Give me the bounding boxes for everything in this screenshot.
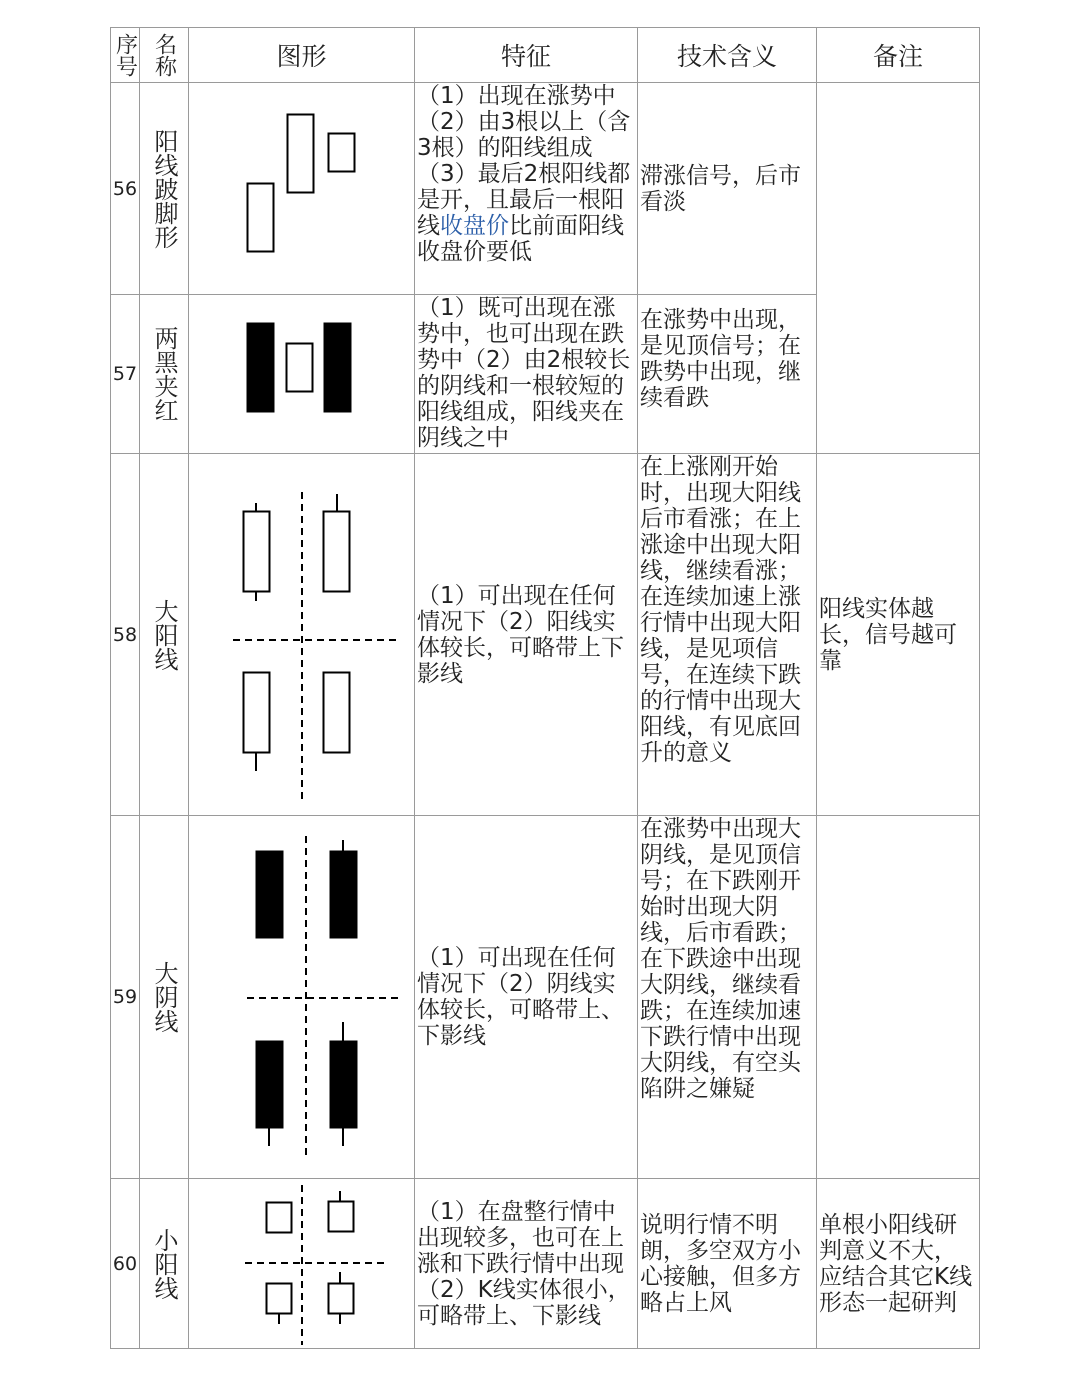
row-index: 59 xyxy=(112,986,138,1008)
yang-candle xyxy=(287,344,313,392)
header-note: 备注 xyxy=(872,42,923,71)
pattern-figure-58 xyxy=(189,454,414,815)
feature-text: （1）出现在涨势中（2）由3根以上（含3根）的阳线组成（3）最后2根阳线都是开，且最后一根阳线收盘价比前面阳线收盘价要低 xyxy=(417,83,631,265)
pattern-figure-56 xyxy=(189,83,414,294)
yang-candle xyxy=(288,115,314,193)
yang-candle xyxy=(267,1284,292,1314)
yin-candle xyxy=(325,324,351,412)
pattern-figure-59 xyxy=(189,816,414,1178)
note-text: 阳线实体越长，信号越可靠 xyxy=(819,595,957,674)
meaning-text: 在涨势中出现大阴线，是见顶信号；在下跌刚开始时出现大阴线，后市看跌；在下跌途中出现大阴线，继续看跌；在连续加速下跌行情中出现大阴线，有空头陷阱之嫌疑 xyxy=(640,816,801,1102)
row-index: 60 xyxy=(112,1252,138,1275)
yang-candle xyxy=(329,1284,354,1314)
pattern-name: 大阳线 xyxy=(150,598,178,671)
yin-candle xyxy=(248,324,274,412)
header-name: 名称 xyxy=(151,33,177,77)
row-index: 56 xyxy=(112,177,138,200)
pattern-figure-57 xyxy=(189,295,414,453)
closing-price-link[interactable]: 收盘价 xyxy=(440,213,509,239)
yang-candle xyxy=(244,512,270,592)
meaning-text: 在上涨刚开始时，出现大阳线后市看涨；在上涨途中出现大阳线，继续看涨；在连续加速上涨行情中出现大阳线，是见项信号，在连续下跌的行情中出现大阳线，有见底回升的意义 xyxy=(640,454,801,766)
grid-line xyxy=(110,1348,980,1349)
pattern-figure-60 xyxy=(189,1179,414,1348)
row-index: 57 xyxy=(112,363,138,385)
grid-line xyxy=(979,27,980,1349)
yin-candle xyxy=(257,1042,283,1128)
feature-text: （1）既可出现在涨势中，也可出现在跌势中（2）由2根较长的阴线和一根较短的阳线组成，阳线夹在阴线之中 xyxy=(417,295,631,451)
pattern-name: 阳线跛脚形 xyxy=(150,128,178,249)
row-index: 58 xyxy=(112,623,138,646)
yang-candle xyxy=(324,673,350,753)
pattern-name: 大阴线 xyxy=(150,961,178,1033)
note-text: 单根小阳线研判意义不大，应结合其它K线形态一起研判 xyxy=(819,1211,973,1316)
yang-candle xyxy=(329,1202,354,1232)
yang-candle xyxy=(329,134,355,172)
yin-candle xyxy=(331,852,357,938)
feature-text: （1）可出现在任何情况下（2）阳线实体较长，可略带上下影线 xyxy=(417,582,624,687)
yin-candle xyxy=(331,1042,357,1128)
meaning-text: 滞涨信号，后市看淡 xyxy=(640,162,801,215)
header-index: 序号 xyxy=(112,33,138,77)
meaning-text: 说明行情不明朗，多空双方小心接触，但多方略占上风 xyxy=(640,1211,801,1316)
pattern-name: 小阳线 xyxy=(150,1227,178,1300)
yin-candle xyxy=(257,852,283,938)
meaning-text: 在涨势中出现，是见顶信号；在跌势中出现，继续看跌 xyxy=(640,307,801,411)
k-line-table xyxy=(110,27,980,1349)
feature-text: （1）可出现在任何情况下（2）阴线实体较长，可略带上、下影线 xyxy=(417,945,624,1049)
feature-text: （1）在盘整行情中出现较多，也可在上涨和下跌行情中出现（2）K线实体很小，可略带上、下影线 xyxy=(417,1198,631,1329)
header-figure: 图形 xyxy=(276,42,327,71)
yang-candle xyxy=(324,512,350,592)
yang-candle xyxy=(267,1203,292,1233)
yang-candle xyxy=(248,184,274,252)
yang-candle xyxy=(244,673,270,753)
header-meaning: 技术含义 xyxy=(676,42,777,71)
pattern-name: 两黑夹红 xyxy=(150,326,178,422)
header-feature: 特征 xyxy=(500,42,551,71)
